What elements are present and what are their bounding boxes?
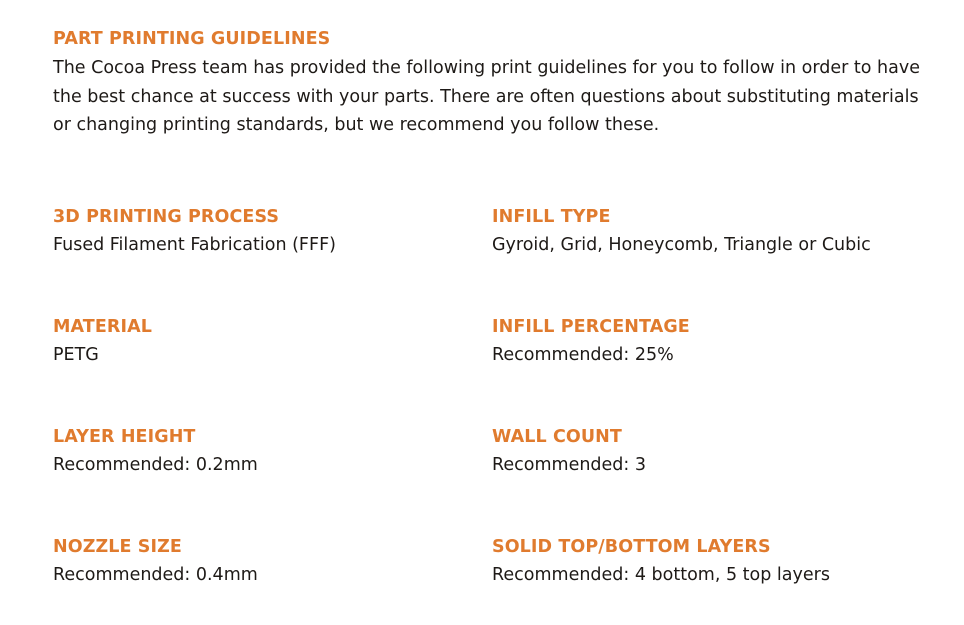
- spec-label: NOZZLE SIZE: [53, 537, 182, 557]
- spec-label: SOLID TOP/BOTTOM LAYERS: [492, 537, 771, 557]
- page-title: PART PRINTING GUIDELINES: [53, 29, 331, 49]
- spec-label: INFILL PERCENTAGE: [492, 317, 690, 337]
- spec-value: PETG: [53, 345, 99, 365]
- spec-label: MATERIAL: [53, 317, 152, 337]
- spec-label: 3D PRINTING PROCESS: [53, 207, 280, 227]
- spec-value: Recommended: 4 bottom, 5 top layers: [492, 565, 830, 585]
- spec-infill-percentage: [492, 315, 922, 367]
- spec-solid-layers: [492, 535, 922, 587]
- spec-label: INFILL TYPE: [492, 207, 611, 227]
- spec-value: Recommended: 0.2mm: [53, 455, 258, 475]
- spec-value: Recommended: 3: [492, 455, 646, 475]
- spec-process: [53, 205, 483, 257]
- spec-wall-count: [492, 425, 922, 477]
- spec-value: Fused Filament Fabrication (FFF): [53, 235, 336, 255]
- intro-section: [53, 27, 933, 140]
- spec-nozzle-size: [53, 535, 483, 587]
- spec-value: Recommended: 0.4mm: [53, 565, 258, 585]
- spec-layer-height: [53, 425, 483, 477]
- intro-paragraph: The Cocoa Press team has provided the following print guidelines for you to follow in order to have the best chance at success with your parts. There are often questions about substituting materials or changing printing standards, but we recommend you follow these.: [53, 58, 920, 135]
- spec-label: WALL COUNT: [492, 427, 622, 447]
- spec-label: LAYER HEIGHT: [53, 427, 196, 447]
- spec-material: [53, 315, 483, 367]
- spec-value: Gyroid, Grid, Honeycomb, Triangle or Cubic: [492, 235, 871, 255]
- spec-value: Recommended: 25%: [492, 345, 674, 365]
- spec-infill-type: [492, 205, 922, 257]
